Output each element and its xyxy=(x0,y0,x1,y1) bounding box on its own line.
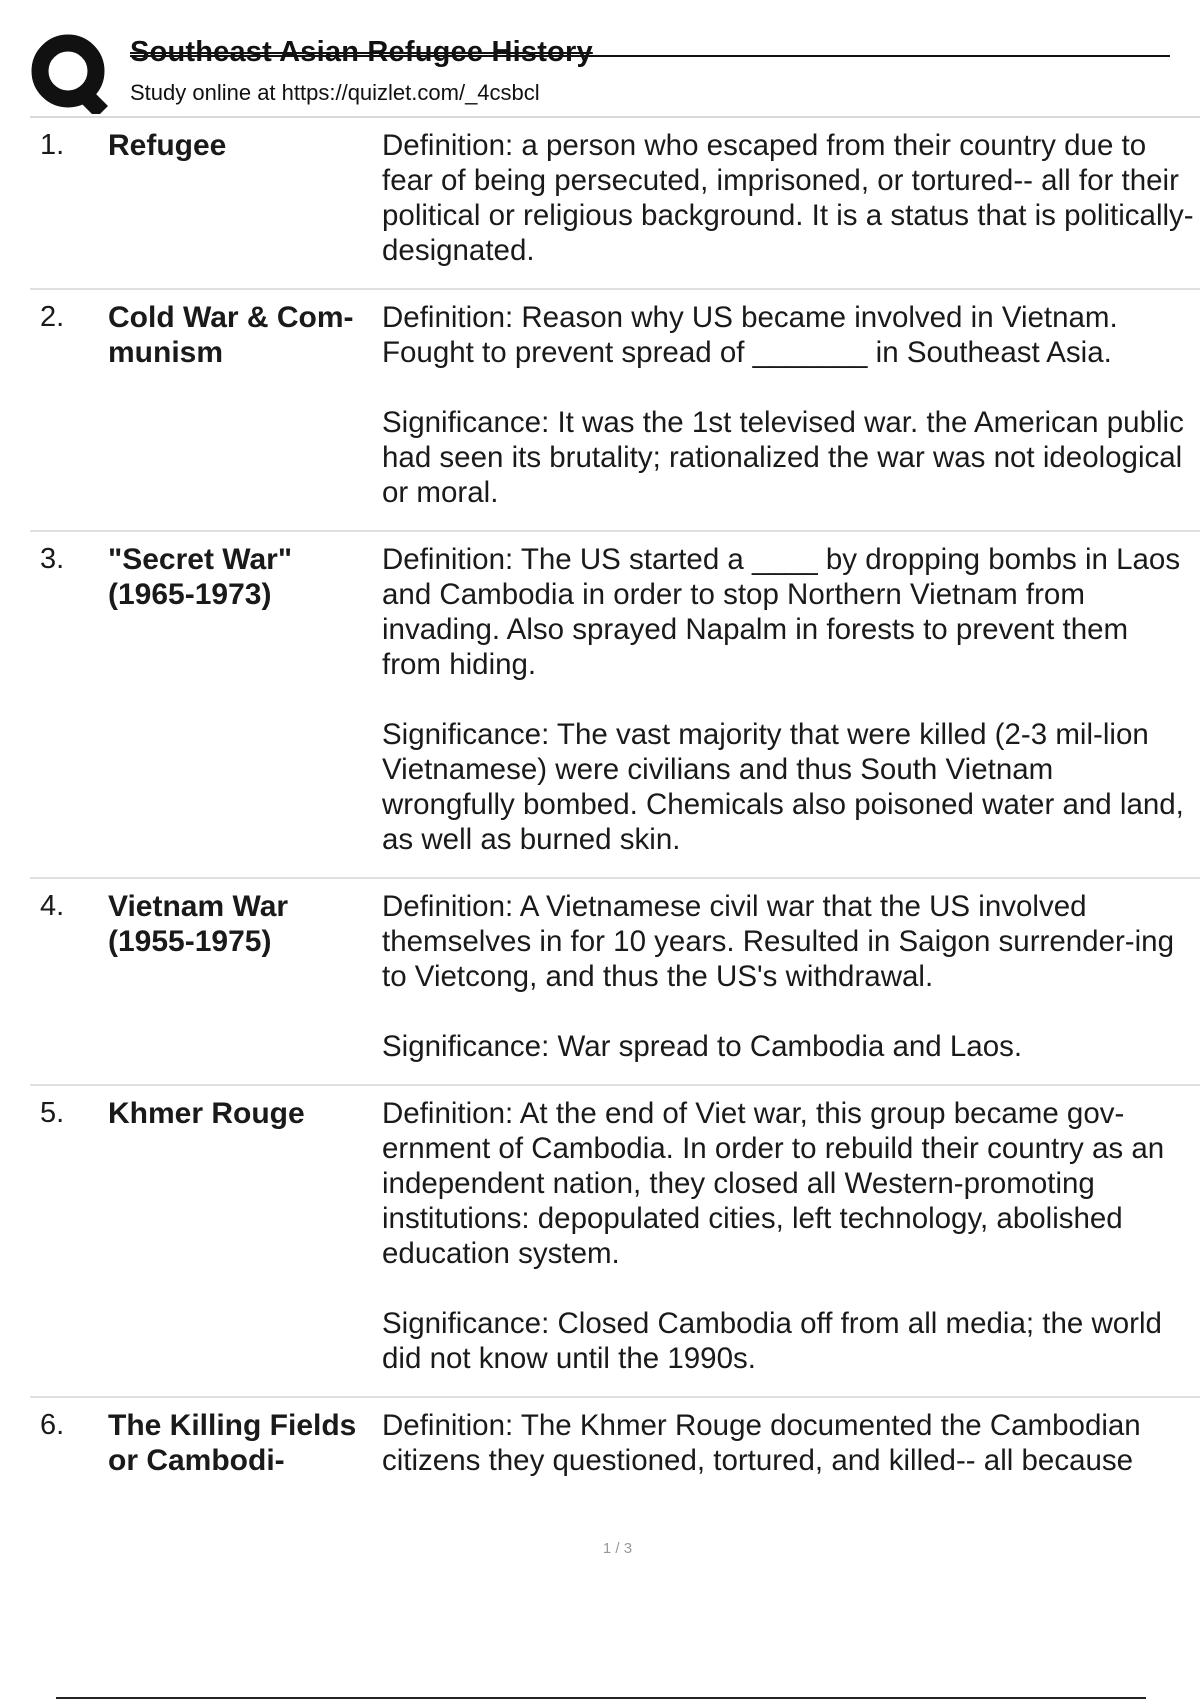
term-word: The Killing Fields or Cambodi- xyxy=(108,1409,357,1477)
document-header xyxy=(30,30,1170,118)
definition-paragraph: Definition: a person who escaped from their country due to fear of being persecuted, imprisoned, or tortured-- all for their political or religious background. It is a status that is politically-designated. xyxy=(382,129,1194,267)
term-word: "Secret War" (1965-1973) xyxy=(108,543,293,611)
term-number: 4. xyxy=(40,890,65,922)
footer-divider xyxy=(56,1697,1146,1699)
definition-paragraph: Definition: The US started a ____ by dropping bombs in Laos and Cambodia in order to stop Northern Vietnam from invading. Also sprayed Napalm in forests to prevent them from hiding. xyxy=(382,543,1181,681)
term-definition xyxy=(382,889,1200,1064)
term-row xyxy=(30,1398,1200,1498)
term-row xyxy=(30,290,1200,532)
term-word: Cold War & Com-munism xyxy=(108,301,354,369)
term-number: 3. xyxy=(40,543,65,575)
term-row xyxy=(30,118,1200,290)
term-word: Refugee xyxy=(108,129,227,162)
term-list xyxy=(30,118,1200,1498)
quizlet-q-logo-icon xyxy=(30,32,112,114)
term-row xyxy=(30,532,1200,879)
study-online-link-text: Study online at https://quizlet.com/_4csbcl xyxy=(130,80,540,105)
term-row xyxy=(30,1086,1200,1398)
term-definition xyxy=(382,300,1200,510)
definition-paragraph: Definition: A Vietnamese civil war that the US involved themselves in for 10 years. Resulted in Saigon surrender-ing to Vietcong, and thus the US's withdrawal. xyxy=(382,890,1174,993)
term-number: 5. xyxy=(40,1097,65,1129)
significance-paragraph: Significance: Closed Cambodia off from all media; the world did not know until the 1990s. xyxy=(382,1307,1162,1375)
definition-paragraph: Definition: Reason why US became involved in Vietnam. Fought to prevent spread of _______ in Southeast Asia. xyxy=(382,301,1118,369)
term-definition xyxy=(382,542,1200,857)
significance-paragraph: Significance: The vast majority that were killed (2-3 mil-lion Vietnamese) were civilians and thus South Vietnam wrongfully bombed. Chemicals also poisoned water and land, as well as burned skin. xyxy=(382,718,1184,856)
definition-paragraph: Definition: The Khmer Rouge documented the Cambodian citizens they questioned, tortured, and killed-- all because xyxy=(382,1409,1141,1477)
term-number: 6. xyxy=(40,1409,65,1441)
term-definition xyxy=(382,128,1200,268)
term-definition xyxy=(382,1408,1200,1478)
significance-paragraph: Significance: It was the 1st televised war. the American public had seen its brutality; rationalized the war was not ideological or moral. xyxy=(382,406,1184,509)
term-word: Vietnam War (1955-1975) xyxy=(108,890,289,958)
definition-paragraph: Definition: At the end of Viet war, this group became gov-ernment of Cambodia. In order to rebuild their country as an independent nation, they closed all Western-promoting institutions: depopulated cities, left technology, abolished education system. xyxy=(382,1097,1165,1270)
term-word: Khmer Rouge xyxy=(108,1097,305,1130)
term-number: 2. xyxy=(40,301,65,333)
term-definition xyxy=(382,1096,1200,1376)
page-number: 1 / 3 xyxy=(602,1540,633,1557)
significance-paragraph: Significance: War spread to Cambodia and Laos. xyxy=(382,1030,1023,1063)
term-number: 1. xyxy=(40,129,65,161)
document-title: Southeast Asian Refugee History xyxy=(130,36,593,68)
term-row xyxy=(30,879,1200,1086)
